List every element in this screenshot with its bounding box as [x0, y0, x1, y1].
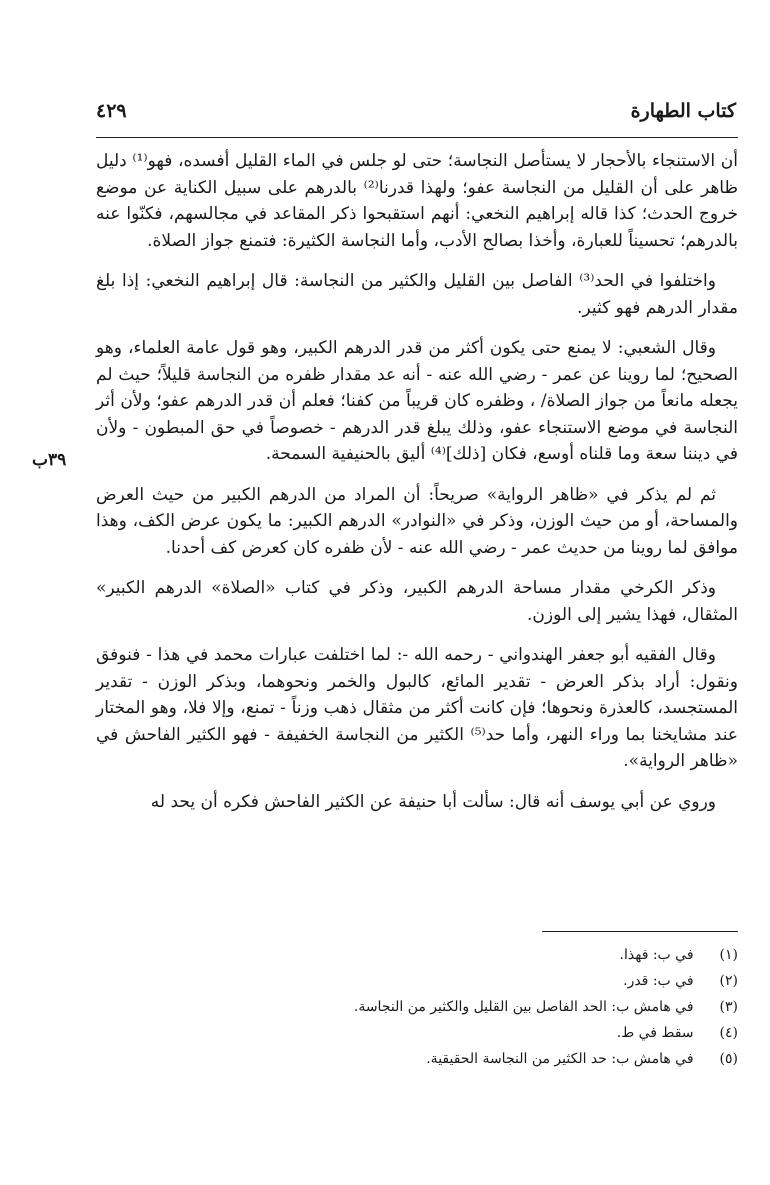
- footnote-text: في هامش ب: حد الكثير من النجاسة الحقيقية.: [426, 1051, 694, 1067]
- paragraph: وذكر الكرخي مقدار مساحة الدرهم الكبير، وذكر في كتاب «الصلاة» الدرهم الكبير» المثقال، فهذا يشير إلى الوزن.: [96, 578, 738, 625]
- footnote-number: (١): [719, 947, 738, 963]
- footnote-text: في ب: فهذا.: [619, 947, 694, 963]
- paragraph: وقال الفقيه أبو جعفر الهندواني - رحمه الله -: لما اختلفت عبارات محمد في هذا - فنوفق ونقول: أراد بذكر العرض - تقدير المائع، كالبول والخمر ونحوهما، وبذكر الوزن - تقدير المستجسد، كالعذرة ونحوها؛ فإن كانت أكثر من مثقال ذهب وزناً - تمنع، وإلا فلا، وهو المختار عند مشايخنا بما وراء النهر، وأما حد⁽⁵⁾ الكثير من النجاسة الخفيفة - فهو الكثير الفاحش في «ظاهر الرواية».: [96, 645, 738, 771]
- footnote: [96, 1046, 738, 1072]
- main-text: [96, 148, 738, 829]
- footnote-number: (٥): [719, 1051, 738, 1067]
- paragraph: وروي عن أبي يوسف أنه قال: سألت أبا حنيفة عن الكثير الفاحش فكره أن يحد له: [150, 791, 716, 812]
- footnote-divider: [542, 931, 738, 932]
- footnote: [96, 994, 738, 1020]
- header-divider: [96, 137, 738, 138]
- page-number: ٤٢٩: [96, 100, 127, 122]
- footnote-text: في هامش ب: الحد الفاصل بين القليل والكثير من النجاسة.: [353, 999, 694, 1015]
- page-header: [96, 100, 736, 134]
- footnote: [96, 968, 738, 994]
- chapter-title: كتاب الطهارة: [630, 100, 736, 122]
- manuscript-folio-marker: ٣٩ب: [32, 450, 67, 470]
- paragraph: ثم لم يذكر في «ظاهر الرواية» صريحاً: أن المراد من الدرهم الكبير من حيث العرض والمساحة، أو من حيث الوزن، وذكر في «النوادر» الدرهم الكبير: ما يكون عرض الكف، وهذا موافق لما روينا من حديث عمر - رضي الله عنه - لأن ظفره كان كعرض كف أحدنا.: [96, 484, 738, 558]
- paragraph: واختلفوا في الحد⁽³⁾ الفاصل بين القليل والكثير من النجاسة: قال إبراهيم النخعي: إذا بلغ مقدار الدرهم فهو كثير.: [96, 271, 738, 318]
- footnotes: [96, 942, 738, 1072]
- footnote-number: (٣): [719, 999, 738, 1015]
- footnote-text: سقط في ط.: [616, 1025, 694, 1041]
- footnote-number: (٢): [719, 973, 738, 989]
- paragraph: وقال الشعبي: لا يمنع حتى يكون أكثر من قدر الدرهم الكبير، وهو قول عامة العلماء، وهو الصحيح؛ لما روينا عن عمر - رضي الله عنه - أنه عد مقدار ظفره من النجاسة قليلاً؛ حيث لم يجعله مانعاً من جواز الصلاة/ ، وظفره كان قريباً من كفنا؛ فعلم أن قدر الدرهم عفو؛ ولأن أثر النجاسة في موضع الاستنجاء عفو، وذلك يبلغ قدر الدرهم - خصوصاً في حق المبطون - ولأن في ديننا سعة وما قلناه أوسع، فكان [ذلك]⁽⁴⁾ أليق بالحنيفية السمحة.: [96, 338, 739, 464]
- footnote-text: في ب: قدر.: [623, 973, 694, 989]
- footnote-number: (٤): [719, 1025, 738, 1041]
- footnote: [96, 1020, 738, 1046]
- paragraph: أن الاستنجاء بالأحجار لا يستأصل النجاسة؛ حتى لو جلس في الماء القليل أفسده، فهو⁽¹⁾ دليل ظاهر على أن القليل من النجاسة عفو؛ ولهذا قدرنا⁽²⁾ بالدرهم على سبيل الكناية عن موضع خروج الحدث؛ كذا قاله إبراهيم النخعي: أنهم استقبحوا ذكر المقاعد في مجالسهم، فكنّوا عنه بالدرهم؛ تحسيناً للعبارة، وأخذا بصالح الأدب، وأما النجاسة الكثيرة: فتمنع جواز الصلاة.: [96, 151, 738, 251]
- footnote: [96, 942, 738, 968]
